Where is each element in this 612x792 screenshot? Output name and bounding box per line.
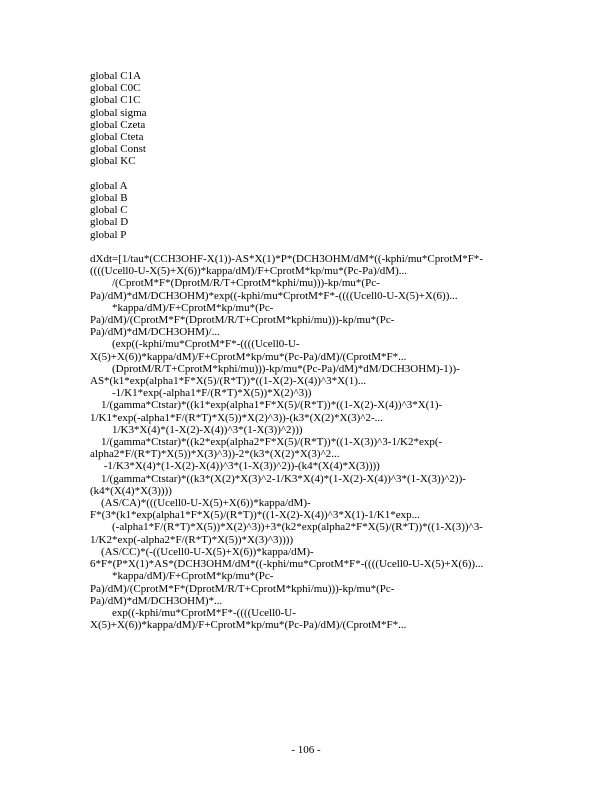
equation-line: F*(3*(k1*exp(alpha1*F*X(5)/(R*T))*((1-X(2)-X(4))^3*X(1)-1/K1*exp... (90, 509, 420, 522)
global-declaration-line: global C1A (90, 70, 142, 82)
global-declarations-group-2 (90, 180, 530, 241)
equation-line: -1/K1*exp(-alpha1*F/(R*T)*X(5))*X(2)^3)) (90, 387, 312, 400)
equation-line: exp((-kphi/mu*CprotM*F*-((((Ucell0-U- (90, 606, 296, 619)
global-declaration-line: global A (90, 179, 128, 192)
equation-line: 1/K2*exp(-alpha2*F/(R*T)*X(5))*X(3)^3)))) (90, 533, 294, 546)
ode-equation-block (90, 253, 530, 631)
equation-line: (DprotM/R/T+CprotM*kphi/mu)))-kp/mu*(Pc-Pa)/dM)*dM/DCH3OHM)-1))- (90, 362, 460, 375)
global-declaration-line: global Cteta (90, 131, 144, 144)
equation-line: 1/K1*exp(-alpha1*F/(R*T)*X(5))*X(2)^3))-(k3*(X(2)*X(3)^2-... (90, 411, 383, 424)
equation-line: -1/K3*X(4)*(1-X(2)-X(4))^3*(1-X(3))^2))-(k4*(X(4)*X(3)))) (90, 460, 380, 473)
equation-line: Pa)/dM)*dM/DCH3OHM)*exp((-kphi/mu*CprotM*F*-((((Ucell0-U-X(5)+X(6))... (90, 289, 458, 302)
equation-line: Pa)/dM)*dM/DCH3OHM)/... (90, 326, 220, 339)
global-declaration-line: global KC (90, 155, 136, 168)
equation-line: Pa)/dM)/(CprotM*F*(DprotM/R/T+CprotM*kphi/mu)))-kp/mu*(Pc- (90, 314, 395, 327)
global-declaration-line: global Czeta (90, 118, 146, 131)
equation-line: 1/K3*X(4)*(1-X(2)-X(4))^3*(1-X(3))^2))) (90, 423, 303, 436)
equation-line: (AS/CA)*(((Ucell0-U-X(5)+X(6))*kappa/dM)- (90, 497, 311, 510)
global-declaration-line: global C (90, 204, 128, 217)
equation-line: alpha2*F/(R*T)*X(5))*X(3)^3))-2*(k3*(X(2)*X(3)^2... (90, 448, 340, 461)
equation-line: ((((Ucell0-U-X(5)+X(6))*kappa/dM)/F+CprotM*kp/mu*(Pc-Pa)/dM)... (90, 265, 407, 278)
global-declarations-group-1 (90, 70, 530, 168)
equation-line: X(5)+X(6))*kappa/dM)/F+CprotM*kp/mu*(Pc-Pa)/dM)/(CprotM*F*... (90, 619, 407, 632)
equation-line: (AS/CC)*(-((Ucell0-U-X(5)+X(6))*kappa/dM)- (90, 545, 314, 558)
global-declaration-line: global P (90, 228, 127, 241)
equation-line: (-alpha1*F/(R*T)*X(5))*X(2)^3))+3*(k2*exp(alpha2*F*X(5)/(R*T))*((1-X(3))^3- (90, 521, 483, 534)
equation-line: 1/(gamma*Ctstar)*((k2*exp(alpha2*F*X(5)/(R*T))*((1-X(3))^3-1/K2*exp(- (90, 436, 443, 449)
code-listing (90, 70, 530, 631)
equation-line: *kappa/dM)/F+CprotM*kp/mu*(Pc- (90, 570, 274, 583)
equation-line: 1/(gamma*Ctstar)*((k1*exp(alpha1*F*X(5)/(R*T))*((1-X(2)-X(4))^3*X(1)- (90, 399, 443, 412)
global-declaration-line: global B (90, 192, 128, 205)
equation-line: AS*(k1*exp(alpha1*F*X(5)/(R*T))*((1-X(2)-X(4))^3*X(1)... (90, 375, 367, 388)
equation-line: dXdt=[1/tau*(CCH3OHF-X(1))-AS*X(1)*P*(DCH3OHM/dM*((-kphi/mu*CprotM*F*- (90, 253, 484, 266)
equation-line: 1/(gamma*Ctstar)*((k3*(X(2)*X(3)^2-1/K3*X(4)*(1-X(2)-X(4))^3*(1-X(3))^2))- (90, 472, 466, 485)
global-declaration-line: global D (90, 216, 129, 229)
equation-line: Pa)/dM)*dM/DCH3OHM)*... (90, 594, 223, 607)
global-declaration-line: global C1C (90, 94, 141, 107)
equation-line: X(5)+X(6))*kappa/dM)/F+CprotM*kp/mu*(Pc-Pa)/dM)/(CprotM*F*... (90, 350, 407, 363)
equation-line: /(CprotM*F*(DprotM/R/T+CprotM*kphi/mu)))-kp/mu*(Pc- (90, 277, 380, 290)
equation-line: (exp((-kphi/mu*CprotM*F*-((((Ucell0-U- (90, 338, 300, 351)
page-number: - 106 - (291, 744, 321, 756)
equation-line: *kappa/dM)/F+CprotM*kp/mu*(Pc- (90, 301, 274, 314)
blank-line (90, 241, 530, 253)
equation-line: Pa)/dM)/(CprotM*F*(DprotM/R/T+CprotM*kphi/mu)))-kp/mu*(Pc- (90, 582, 395, 595)
blank-line (90, 168, 530, 180)
global-declaration-line: global C0C (90, 82, 141, 95)
equation-line: (k4*(X(4)*X(3)))) (90, 484, 172, 497)
global-declaration-line: global sigma (90, 106, 147, 119)
equation-line: 6*F*(P*X(1)*AS*(DCH3OHM/dM*((-kphi/mu*CprotM*F*-((((Ucell0-U-X(5)+X(6))... (90, 558, 484, 571)
global-declaration-line: global Const (90, 143, 146, 156)
